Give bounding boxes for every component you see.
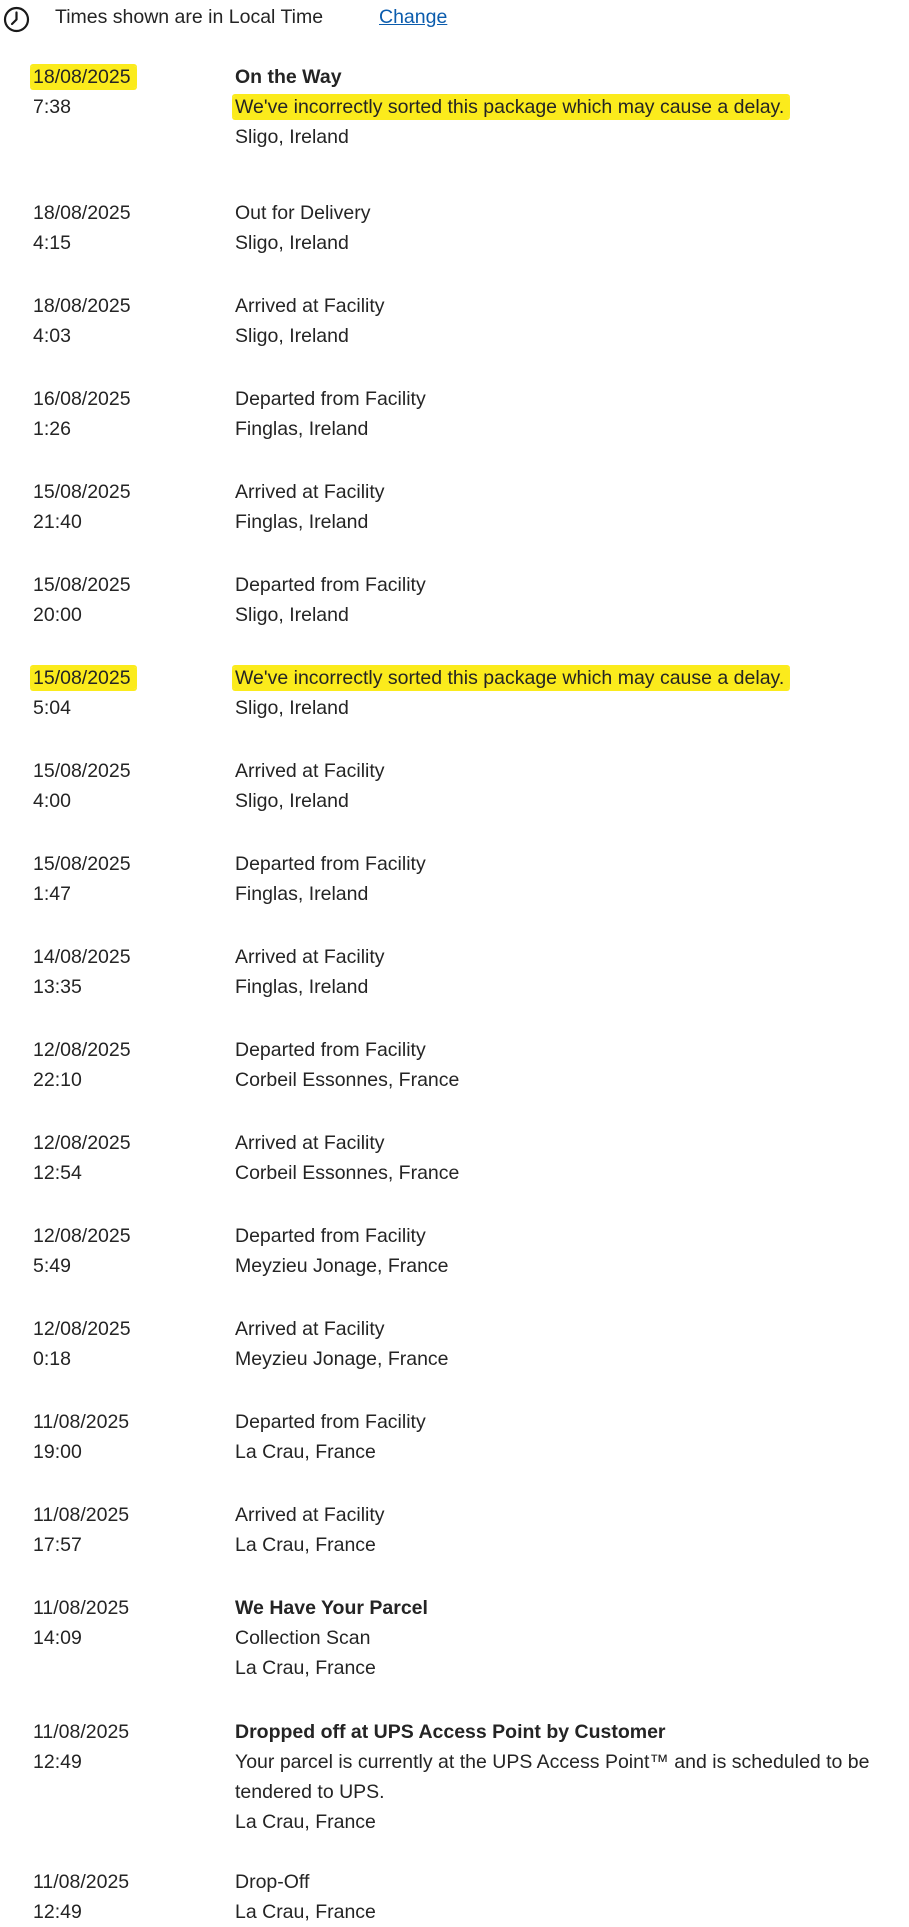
event-time: 14:09 (33, 1627, 82, 1649)
event-location: La Crau, France (235, 1441, 376, 1463)
event-date: 15/08/2025 (33, 760, 131, 782)
event-time: 1:26 (33, 418, 71, 440)
event-datetime (0, 942, 203, 1002)
event-status: Drop-Off (235, 1871, 310, 1893)
tracking-event (0, 663, 909, 723)
event-datetime (0, 756, 203, 816)
tracking-event (0, 849, 909, 909)
event-info (203, 570, 909, 630)
event-time: 1:47 (33, 883, 71, 905)
event-datetime (0, 1407, 203, 1467)
event-date: 16/08/2025 (33, 388, 131, 410)
event-datetime (0, 477, 203, 537)
event-time: 12:49 (33, 1751, 82, 1773)
event-date: 11/08/2025 (33, 1411, 130, 1433)
event-detail: Your parcel is currently at the UPS Access Point™ and is scheduled to be tendered to UPS. (235, 1751, 870, 1803)
event-date (33, 663, 203, 693)
event-status: Arrived at Facility (235, 1132, 385, 1154)
event-detail (235, 92, 909, 122)
event-datetime (0, 1128, 203, 1188)
tracking-event (0, 1867, 909, 1927)
tracking-event (0, 1221, 909, 1281)
event-info (203, 291, 909, 351)
tracking-event (0, 291, 909, 351)
event-location: Sligo, Ireland (235, 325, 349, 347)
event-time: 12:54 (33, 1162, 82, 1184)
tracking-event (0, 1035, 909, 1095)
event-info (203, 1867, 909, 1927)
event-location: Finglas, Ireland (235, 511, 369, 533)
event-time: 19:00 (33, 1441, 82, 1463)
event-info (203, 1314, 909, 1374)
event-status (235, 663, 909, 693)
event-status: Departed from Facility (235, 1225, 426, 1247)
event-location: Sligo, Ireland (235, 604, 349, 626)
event-detail: Collection Scan (235, 1627, 371, 1649)
event-time: 21:40 (33, 511, 82, 533)
event-status: Departed from Facility (235, 1039, 426, 1061)
event-datetime (0, 384, 203, 444)
event-datetime (0, 1867, 203, 1927)
event-date: 11/08/2025 (33, 1871, 130, 1893)
event-date: 11/08/2025 (33, 1721, 130, 1743)
event-datetime (0, 570, 203, 630)
event-location: Sligo, Ireland (235, 790, 349, 812)
event-location: Finglas, Ireland (235, 418, 369, 440)
event-datetime (0, 1500, 203, 1560)
event-date: 12/08/2025 (33, 1132, 131, 1154)
event-datetime (0, 198, 203, 258)
tracking-event (0, 1128, 909, 1188)
timezone-text: Times shown are in Local Time (55, 6, 324, 28)
event-time: 22:10 (33, 1069, 82, 1091)
event-datetime (0, 849, 203, 909)
tracking-event (0, 1407, 909, 1467)
event-location: Finglas, Ireland (235, 883, 369, 905)
event-location: Meyzieu Jonage, France (235, 1255, 449, 1277)
event-time: 4:03 (33, 325, 71, 347)
clock-icon (3, 6, 30, 33)
event-location: Sligo, Ireland (235, 697, 349, 719)
event-time: 12:49 (33, 1901, 82, 1923)
event-status: Arrived at Facility (235, 946, 385, 968)
event-info (203, 198, 909, 258)
event-time: 5:04 (33, 697, 71, 719)
event-location: La Crau, France (235, 1901, 376, 1923)
event-status: Departed from Facility (235, 853, 426, 875)
event-info (203, 663, 909, 723)
event-time: 13:35 (33, 976, 82, 998)
event-date: 15/08/2025 (33, 574, 131, 596)
tracking-event (0, 62, 909, 152)
event-time: 17:57 (33, 1534, 82, 1556)
event-info (203, 62, 909, 152)
event-info (203, 477, 909, 537)
event-location: Meyzieu Jonage, France (235, 1348, 449, 1370)
event-location: La Crau, France (235, 1657, 376, 1679)
tracking-event (0, 1717, 909, 1837)
event-location: Finglas, Ireland (235, 976, 369, 998)
tracking-event (0, 1593, 909, 1683)
event-datetime (0, 62, 203, 152)
event-date-highlight: 15/08/2025 (30, 667, 137, 689)
event-info (203, 1128, 909, 1188)
event-status: Arrived at Facility (235, 760, 385, 782)
event-date: 12/08/2025 (33, 1225, 131, 1247)
event-status: Arrived at Facility (235, 1504, 385, 1526)
tracking-event (0, 384, 909, 444)
timezone-bar (0, 0, 909, 36)
tracking-event (0, 942, 909, 1002)
event-time: 4:00 (33, 790, 71, 812)
event-status: Dropped off at UPS Access Point by Customer (235, 1721, 666, 1743)
tracking-event (0, 198, 909, 258)
event-status: Arrived at Facility (235, 481, 385, 503)
event-status: Out for Delivery (235, 202, 371, 224)
event-date: 11/08/2025 (33, 1504, 130, 1526)
event-date: 14/08/2025 (33, 946, 131, 968)
event-info (203, 1717, 909, 1837)
event-time: 4:15 (33, 232, 71, 254)
event-datetime (0, 1717, 203, 1837)
event-location: Corbeil Essonnes, France (235, 1069, 460, 1091)
change-timezone-link[interactable]: Change (379, 6, 448, 28)
tracking-event (0, 1314, 909, 1374)
event-date: 18/08/2025 (33, 202, 131, 224)
event-date-highlight: 18/08/2025 (30, 66, 137, 88)
event-info (203, 1035, 909, 1095)
event-info (203, 756, 909, 816)
event-datetime (0, 663, 203, 723)
tracking-event (0, 570, 909, 630)
event-location: Corbeil Essonnes, France (235, 1162, 460, 1184)
event-status: We Have Your Parcel (235, 1597, 428, 1619)
event-datetime (0, 1314, 203, 1374)
event-date: 12/08/2025 (33, 1039, 131, 1061)
event-time: 5:49 (33, 1255, 71, 1277)
event-datetime (0, 1593, 203, 1683)
event-info (203, 1407, 909, 1467)
event-info (203, 849, 909, 909)
event-time: 0:18 (33, 1348, 71, 1370)
event-date: 11/08/2025 (33, 1597, 130, 1619)
event-info (203, 942, 909, 1002)
event-datetime (0, 1221, 203, 1281)
event-status: On the Way (235, 66, 342, 88)
event-date: 15/08/2025 (33, 853, 131, 875)
event-location: La Crau, France (235, 1534, 376, 1556)
event-time: 7:38 (33, 96, 71, 118)
event-status: Departed from Facility (235, 1411, 426, 1433)
event-status: Arrived at Facility (235, 1318, 385, 1340)
event-date (33, 62, 203, 92)
event-status: Departed from Facility (235, 388, 426, 410)
event-detail-highlight: We've incorrectly sorted this package which may cause a delay. (232, 96, 790, 118)
event-info (203, 1221, 909, 1281)
event-time: 20:00 (33, 604, 82, 626)
event-date: 15/08/2025 (33, 481, 131, 503)
tracking-event (0, 756, 909, 816)
event-status: Arrived at Facility (235, 295, 385, 317)
event-status: Departed from Facility (235, 574, 426, 596)
event-datetime (0, 291, 203, 351)
event-location: Sligo, Ireland (235, 126, 349, 148)
event-datetime (0, 1035, 203, 1095)
event-info (203, 384, 909, 444)
event-info (203, 1593, 909, 1683)
tracking-event (0, 1500, 909, 1560)
event-location: Sligo, Ireland (235, 232, 349, 254)
event-date: 18/08/2025 (33, 295, 131, 317)
tracking-event (0, 477, 909, 537)
event-info (203, 1500, 909, 1560)
event-status-highlight: We've incorrectly sorted this package which may cause a delay. (232, 667, 790, 689)
event-date: 12/08/2025 (33, 1318, 131, 1340)
event-location: La Crau, France (235, 1811, 376, 1833)
